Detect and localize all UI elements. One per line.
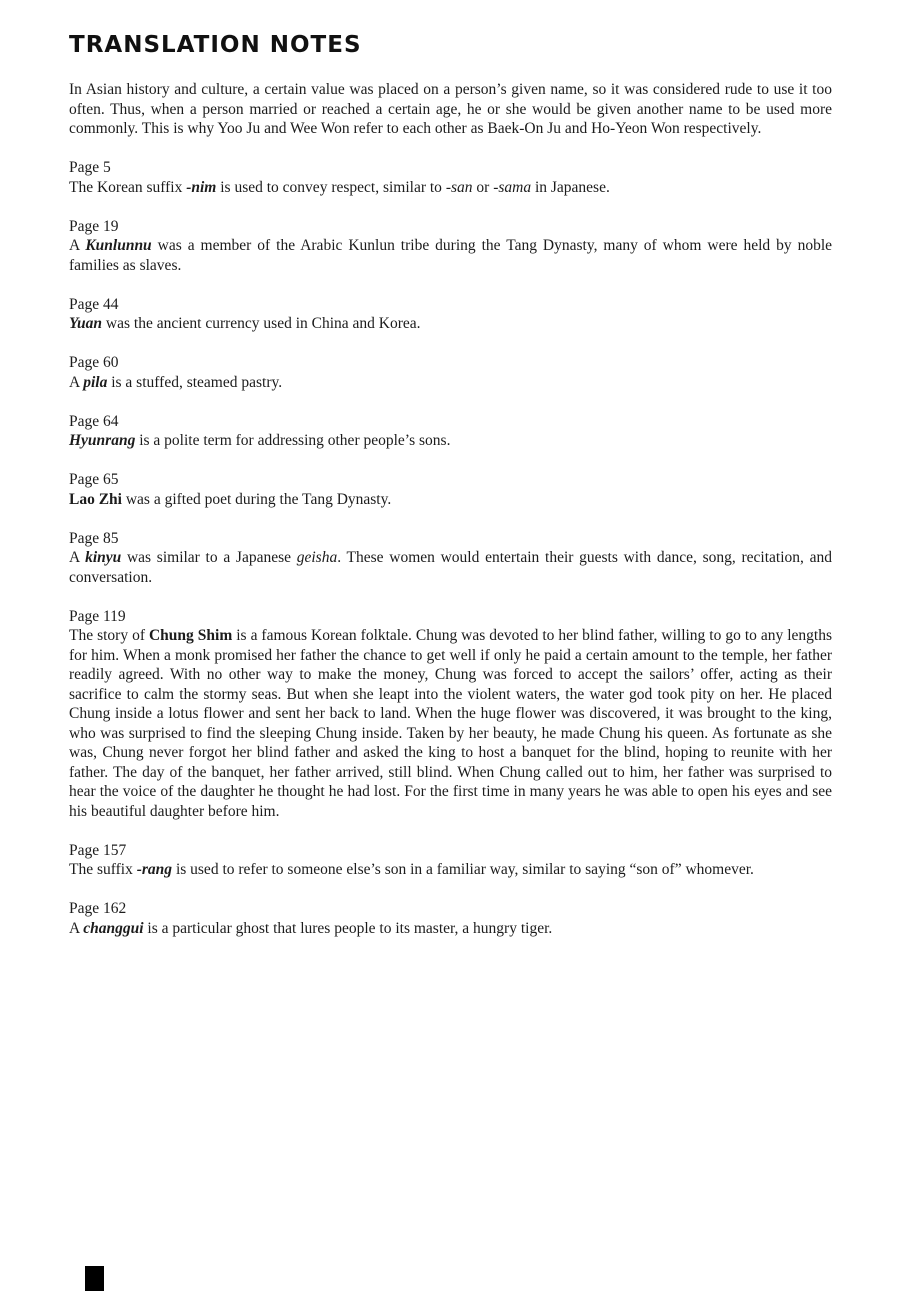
- text-segment: The Korean suffix: [69, 178, 187, 196]
- note-page-label: Page 64: [69, 412, 119, 430]
- note-section: [69, 899, 832, 938]
- text-segment: -sama: [493, 178, 532, 196]
- text-segment: In Asian history and culture, a certain value was placed on a person’s given name, so it was considered rude to use it too often. Thus, when a person married or reached a certain age, he or she would be given another name to be used more commonly. This is why Yoo Ju and Wee Won refer to each other as Baek-On Ju and Ho-Yeon Won respectively.: [69, 81, 832, 137]
- note-body: [69, 626, 832, 821]
- text-segment: -san: [445, 178, 473, 196]
- note-page-label: Page 85: [69, 529, 119, 547]
- text-segment: A: [69, 237, 86, 254]
- text-segment: pila: [83, 373, 108, 391]
- intro-paragraph: [69, 80, 832, 139]
- text-segment: is a famous Korean folktale. Chung was devoted to her blind father, willing to go to any lengths for him. When a monk promised her father the chance to get well if only he paid a certain amount to the temple, her father readily agreed. With no other way to make the money, Chung was forced to accept the sailors’ offer, acting as their sacrifice to calm the stormy seas. But when she leapt into the violent waters, the water god took pity on her. He placed Chung inside a lotus flower and sent her back to land. When the huge flower was discovered, it was brought to the king, who was surprised to find the sleeping Chung inside. Taken by her beauty, he made Chung his queen. As fortunate as she was, Chung never forgot her blind father and asked the king to host a banquet for the blind, hoping to reunite with her father. The day of the banquet, her father arrived, still blind. When Chung called out to him, her father was surprised to hear the voice of the daughter he thought he had lost. For the first time in many years he was able to open his eyes and see his beautiful daughter before him.: [69, 627, 833, 820]
- text-segment: is used to refer to someone else’s son in a familiar way, similar to saying “son of” whomever.: [172, 861, 754, 878]
- note-body: [69, 314, 832, 334]
- note-section: [69, 295, 832, 334]
- note-page-label: Page 157: [69, 841, 127, 859]
- note-section: [69, 158, 832, 197]
- text-segment: The suffix: [69, 861, 137, 878]
- note-section: [69, 470, 832, 509]
- note-section: [69, 353, 832, 392]
- note-body: [69, 431, 832, 451]
- note-body: [69, 236, 832, 275]
- text-segment: is a particular ghost that lures people to its master, a hungry tiger.: [143, 919, 553, 937]
- text-segment: is used to convey respect, similar to: [216, 178, 446, 196]
- text-segment: Kunlunnu: [85, 237, 152, 254]
- note-page-label: Page 60: [69, 354, 119, 371]
- text-segment: A: [69, 373, 84, 391]
- text-segment: Hyunrang: [69, 432, 136, 449]
- text-segment: -nim: [186, 178, 217, 196]
- text-segment: Chung Shim: [148, 627, 233, 644]
- note-section: [69, 529, 832, 588]
- text-segment: is a stuffed, steamed pastry.: [107, 373, 283, 391]
- text-segment: The story of: [69, 627, 149, 644]
- note-body: [69, 373, 832, 393]
- note-body: [69, 178, 832, 198]
- text-segment: was similar to a Japanese: [121, 549, 297, 566]
- text-segment: changgui: [83, 919, 144, 937]
- text-segment: geisha: [296, 549, 338, 566]
- text-segment: in Japanese.: [531, 178, 610, 196]
- text-segment: was a gifted poet during the Tang Dynasty.: [121, 490, 392, 508]
- note-body: [69, 548, 832, 587]
- note-section: [69, 217, 832, 276]
- page-corner-mark: [85, 1266, 104, 1291]
- text-segment: A: [69, 919, 84, 937]
- text-segment: was a member of the Arabic Kunlun tribe during the Tang Dynasty, many of whom were held by noble families as slaves.: [69, 237, 833, 274]
- note-body: [69, 919, 832, 939]
- note-section: [69, 412, 832, 451]
- note-page-label: Page 162: [69, 900, 127, 917]
- note-page-label: Page 65: [69, 471, 119, 488]
- text-segment: or: [472, 178, 494, 196]
- note-page-label: Page 5: [69, 159, 111, 176]
- text-segment: is a polite term for addressing other people’s sons.: [135, 432, 451, 449]
- note-page-label: Page 19: [69, 217, 119, 235]
- notes-list: [69, 158, 832, 938]
- text-segment: A: [69, 549, 86, 566]
- note-page-label: Page 119: [69, 607, 126, 625]
- note-body: [69, 490, 832, 510]
- page-title: TRANSLATION NOTES: [69, 32, 362, 58]
- text-segment: . These women would entertain their guests with dance, song, recitation, and conversation.: [69, 549, 832, 586]
- note-section: [69, 841, 832, 880]
- text-segment: Yuan: [69, 315, 103, 332]
- text-segment: -rang: [136, 861, 173, 878]
- text-segment: was the ancient currency used in China and Korea.: [102, 315, 421, 332]
- text-segment: Lao Zhi: [69, 490, 122, 508]
- note-section: [69, 607, 832, 822]
- note-page-label: Page 44: [69, 295, 119, 313]
- text-segment: kinyu: [85, 549, 122, 566]
- note-body: [69, 860, 832, 880]
